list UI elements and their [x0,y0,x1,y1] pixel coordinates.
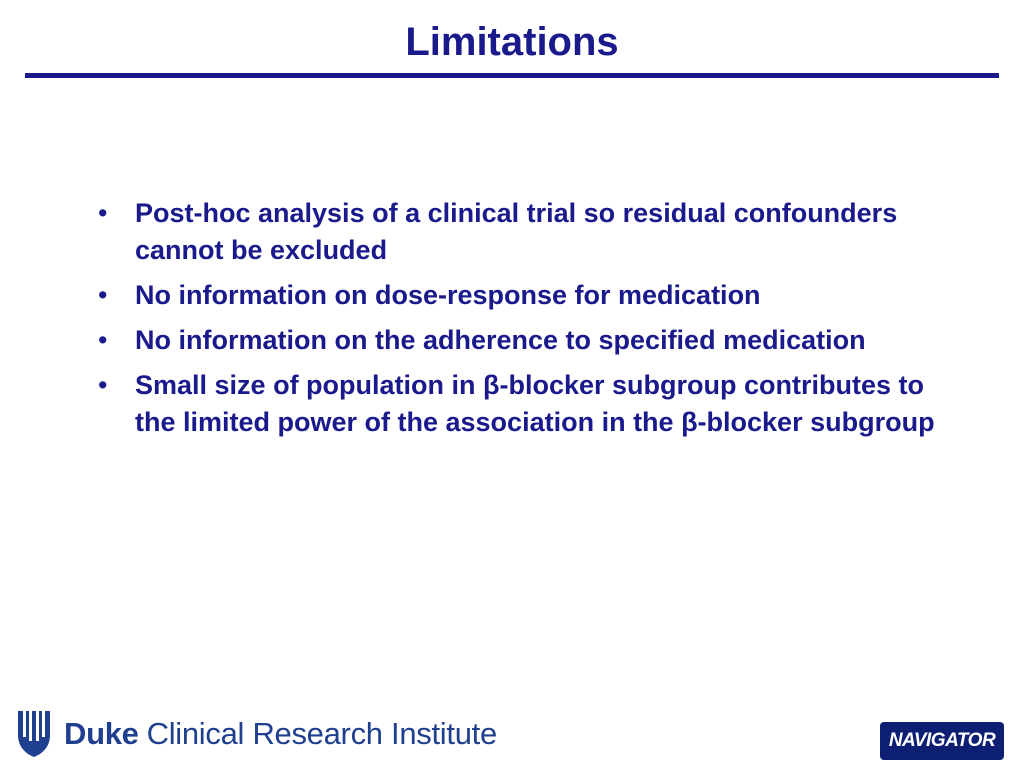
bullet-marker: • [98,325,108,355]
bullet-marker: • [98,280,108,310]
bullet-text: Small size of population in β-blocker subgroup contributes to the limited power of the association in the β-blocker subgroup [135,370,935,437]
duke-wordmark: Duke [64,716,139,751]
navigator-logo: NAVIGATOR [880,722,1004,760]
bullet-item [98,322,938,359]
duke-logo [16,708,497,760]
institute-name: Clinical Research Institute [146,716,497,751]
duke-shield-icon [16,709,52,759]
title-divider [25,73,999,78]
bullet-marker: • [98,370,108,400]
slide-title: Limitations [405,20,619,64]
bullet-item [98,367,938,441]
bullet-text: Post-hoc analysis of a clinical trial so residual confounders cannot be excluded [135,198,898,265]
bullet-list [98,195,938,449]
bullet-item [98,195,938,269]
bullet-item [98,277,938,314]
bullet-text: No information on the adherence to specified medication [135,325,866,355]
bullet-marker: • [98,198,108,228]
bullet-text: No information on dose-response for medication [135,280,761,310]
